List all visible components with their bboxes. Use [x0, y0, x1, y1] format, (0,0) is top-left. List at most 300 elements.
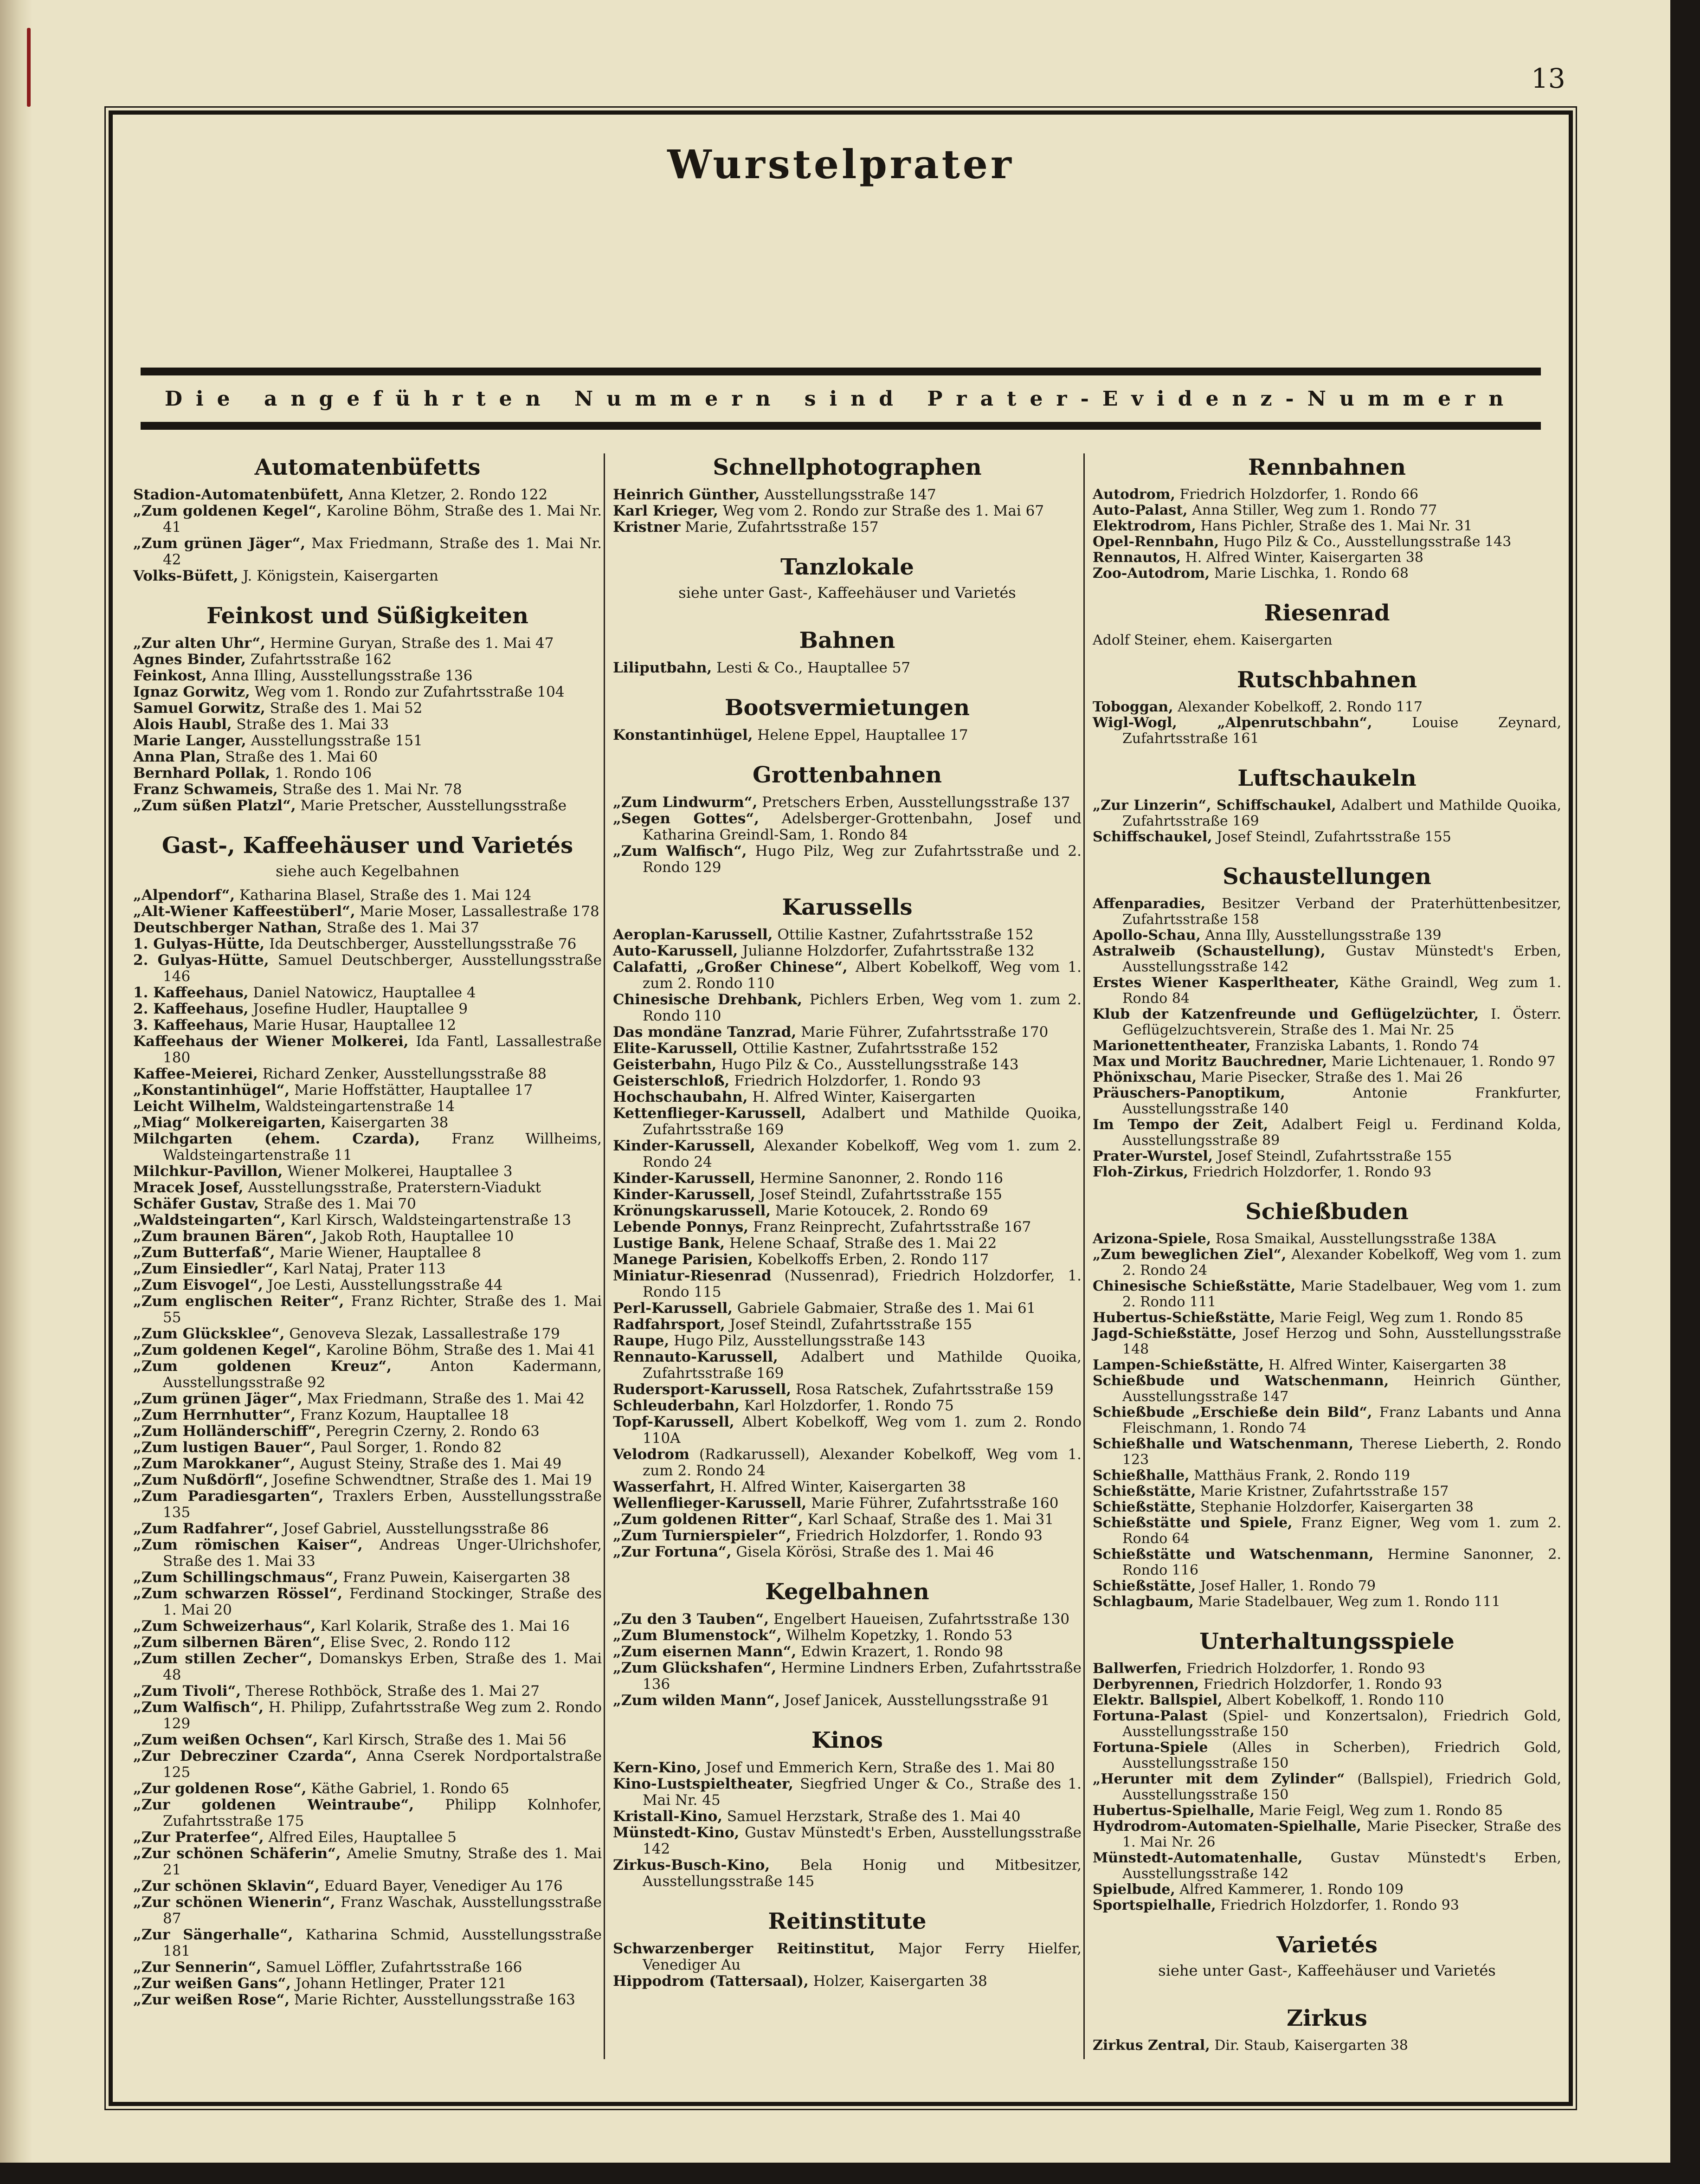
entry-name: „Zum Turnierspieler“, [613, 1527, 792, 1544]
section-heading: Varietés [1276, 1932, 1378, 1958]
directory-entry [133, 1683, 602, 1699]
entry-details: Adalbert Feigl u. Ferdinand Kolda, Ausstellungsstraße 89 [1122, 1117, 1561, 1149]
directory-entry [613, 1528, 1082, 1544]
directory-entry [133, 1017, 602, 1034]
entry-details: H. Alfred Winter, Kaisergarten 38 [1264, 1357, 1507, 1373]
directory-entry [133, 568, 602, 584]
entry-details: Zufahrtsstraße 162 [246, 651, 392, 668]
entry-name: „Zur Sennerin“, [133, 1959, 262, 1976]
entry-name: „Zur schönen Sklavin“, [133, 1878, 320, 1894]
entry-details: Karl Schaaf, Straße des 1. Mai 31 [803, 1511, 1054, 1528]
entry-name: Deutschberger Nathan, [133, 919, 322, 936]
entry-details: Hugo Pilz & Co., Ausstellungsstraße 143 [1219, 534, 1512, 550]
entry-details: Ottilie Kastner, Zufahrtsstraße 152 [737, 1040, 998, 1057]
section-heading: Luftschaukeln [1237, 765, 1417, 791]
directory-entry [133, 668, 602, 684]
entry-details: H. Alfred Winter, Kaisergarten 38 [715, 1479, 966, 1495]
entry-details: Amelie Smutny, Straße des 1. Mai 21 [163, 1845, 602, 1878]
entry-details: (Alles in Scherben), Friedrich Gold, Ausstellungsstraße 150 [1122, 1739, 1561, 1771]
entry-details: Adalbert und Mathilde Quoika, Zufahrtsstraße 169 [1122, 797, 1562, 829]
directory-entry [133, 887, 602, 904]
entry-name: Arizona-Spiele, [1093, 1231, 1211, 1247]
entry-details: Ida Fantl, Lassallestraße 180 [163, 1033, 602, 1066]
directory-entry [133, 1180, 602, 1196]
directory-entry [613, 1628, 1082, 1644]
entry-details: Siegfried Unger & Co., Straße des 1. Mai Nr. 45 [643, 1776, 1082, 1809]
column-left [133, 454, 602, 2008]
entry-name: Wellenflieger-Karussell, [613, 1495, 807, 1512]
entry-name: Münstedt-Automatenhalle, [1093, 1850, 1303, 1866]
entry-name: „Zum wilden Mann“, [613, 1692, 780, 1709]
entry-details: Karl Holzdorfer, 1. Rondo 75 [740, 1397, 954, 1414]
directory-entry [133, 1586, 602, 1618]
section-gap [613, 676, 1082, 695]
directory-entry [613, 795, 1082, 811]
directory-entry [133, 749, 602, 765]
entry-details: Alfred Kammerer, 1. Rondo 109 [1175, 1881, 1404, 1898]
entry-name: 2. Gulyas-Hütte, [133, 952, 269, 969]
directory-entry [1093, 1310, 1561, 1326]
entry-name: Kern-Kino, [613, 1759, 702, 1776]
entry-details: Karl Kirsch, Waldsteingartenstraße 13 [286, 1212, 572, 1228]
section-note: siehe auch Kegelbahnen [276, 862, 459, 880]
entry-details: Genoveva Slezak, Lassallestraße 179 [284, 1325, 560, 1342]
entry-details: Käthe Graindl, Weg zum 1. Rondo 84 [1122, 975, 1561, 1007]
entry-name: Lampen-Schießstätte, [1093, 1357, 1264, 1373]
entry-name: Samuel Gorwitz, [133, 700, 265, 717]
entry-details: Domanskys Erben, Straße des 1. Mai 48 [163, 1650, 602, 1683]
directory-entry [133, 503, 602, 536]
entry-details: Marie Stadelbauer, Weg vom 1. zum 2. Rondo 111 [1122, 1278, 1561, 1310]
entry-name: „Zum Marokkaner“, [133, 1455, 296, 1472]
directory-entry [613, 519, 1082, 536]
directory-entry [1093, 1515, 1561, 1547]
directory-entry [1093, 633, 1561, 648]
entry-details: Franz Eigner, Weg vom 1. zum 2. Rondo 64 [1122, 1515, 1561, 1547]
directory-entry [1093, 896, 1561, 928]
entry-details: Franz Kozum, Hauptallee 18 [296, 1407, 509, 1423]
entry-details: Josef Herzog und Sohn, Ausstellungsstraße 148 [1122, 1325, 1561, 1357]
entry-details: Andreas Unger-Ulrichshofer, Straße des 1. Mai 33 [163, 1537, 602, 1570]
entry-details: Straße des 1. Mai Nr. 78 [277, 781, 462, 798]
directory-entry [613, 1349, 1082, 1382]
directory-entry [1093, 1594, 1561, 1610]
entry-name: „Zum beweglichen Ziel“, [1093, 1247, 1287, 1263]
entry-name: Hubertus-Schießstätte, [1093, 1310, 1275, 1326]
entry-name: Schießstätte, [1093, 1499, 1196, 1515]
entry-details: Max Friedmann, Straße des 1. Mai 42 [302, 1390, 585, 1407]
directory-entry [133, 1927, 602, 1959]
entry-name: „Herunter mit dem Zylinder“ [1093, 1771, 1345, 1787]
entry-name: Schlagbaum, [1093, 1594, 1194, 1610]
entry-details: Friedrich Holzdorfer, 1. Rondo 93 [791, 1527, 1043, 1544]
entry-details: Gisela Körösi, Straße des 1. Mai 46 [731, 1544, 994, 1560]
section-gap [613, 743, 1082, 762]
entry-name: „Zur Sängerhalle“, [133, 1926, 293, 1943]
entry-details: Marie Husar, Hauptallee 12 [248, 1017, 457, 1034]
entry-name: „Zum englischen Reiter“, [133, 1293, 344, 1310]
directory-entry [133, 733, 602, 749]
entry-name: Elektr. Ballspiel, [1093, 1692, 1223, 1708]
section-gap [613, 1560, 1082, 1579]
directory-entry [613, 1398, 1082, 1414]
entry-details: Bela Honig und Mitbesitzer, Ausstellungsstraße 145 [643, 1857, 1082, 1890]
directory-entry [133, 1196, 602, 1212]
directory-entry [613, 843, 1082, 876]
entry-name: Chinesische Schießstätte, [1093, 1278, 1296, 1294]
entry-details: Gustav Münstedt's Erben, Ausstellungsstraße 142 [643, 1824, 1082, 1857]
directory-entry [1093, 1740, 1561, 1771]
directory-entry [613, 1447, 1082, 1479]
entry-details: Hermine Sanonner, 2. Rondo 116 [755, 1170, 1003, 1187]
directory-entry [133, 904, 602, 920]
entry-details: Kaisergarten 38 [326, 1114, 449, 1131]
entry-name: Rennautos, [1093, 549, 1181, 566]
entry-details: Straße des 1. Mai 60 [220, 749, 378, 765]
directory-entry [133, 1570, 602, 1586]
directory-entry [133, 1228, 602, 1245]
directory-entry [133, 1001, 602, 1017]
directory-entry [1093, 1247, 1561, 1279]
entry-details: Straße des 1. Mai 52 [265, 700, 423, 717]
directory-entry [613, 1252, 1082, 1268]
directory-entry [1093, 1405, 1561, 1436]
entry-details: Albert Kobelkoff, 1. Rondo 110 [1222, 1692, 1444, 1708]
entry-details: Edwin Krazert, 1. Rondo 98 [796, 1643, 1004, 1660]
directory-entry [1093, 1468, 1561, 1484]
entry-details: Engelbert Haueisen, Zufahrtsstraße 130 [769, 1611, 1070, 1628]
section-heading: Schnellphotographen [713, 454, 982, 480]
directory-entry [613, 1973, 1082, 1990]
directory-entry [133, 1082, 602, 1098]
entry-details: Katharina Blasel, Straße des 1. Mai 124 [235, 887, 532, 904]
entry-name: Kettenflieger-Karussell, [613, 1105, 806, 1122]
entry-name: Münstedt-Kino, [613, 1824, 740, 1841]
directory-entry [1093, 1086, 1561, 1117]
entry-name: Kristner [613, 519, 681, 536]
entry-name: „Segen Gottes“, [613, 810, 760, 827]
directory-entry [133, 1992, 602, 2008]
entry-details: Karl Kirsch, Straße des 1. Mai 56 [318, 1732, 567, 1748]
entry-name: Alois Haubl, [133, 716, 232, 733]
entry-details: Alexander Kobelkoff, Weg vom 1. zum 2. Rondo 24 [1122, 1247, 1561, 1279]
entry-details: Straße des 1. Mai 37 [322, 919, 479, 936]
entry-name: „Zur Fortuna“, [613, 1544, 732, 1560]
entry-details: Therese Rothböck, Straße des 1. Mai 27 [241, 1683, 540, 1699]
entry-name: Spielbude, [1093, 1881, 1175, 1898]
entry-name: Lustige Bank, [613, 1235, 725, 1252]
entry-details: Jakob Roth, Hauptallee 10 [317, 1228, 514, 1245]
entry-name: „Zum Schweizerhaus“, [133, 1618, 316, 1635]
entry-details: Friedrich Holzdorfer, 1. Rondo 93 [1216, 1897, 1459, 1913]
directory-entry [613, 1105, 1082, 1138]
book-gutter [0, 0, 32, 2163]
entry-name: „Zur Praterfee“, [133, 1829, 264, 1846]
entry-details: Josef Steindl, Zufahrtsstraße 155 [725, 1316, 972, 1333]
entry-details: J. Königstein, Kaisergarten [238, 568, 438, 584]
section-note: siehe unter Gast-, Kaffeehäuser und Varietés [1158, 1962, 1496, 1979]
entry-details: 1. Rondo 106 [270, 765, 372, 782]
entry-details: Marie Pisecker, Straße des 1. Mai 26 [1197, 1069, 1463, 1086]
entry-name: Phönixschau, [1093, 1069, 1197, 1086]
entry-details: Hans Pichler, Straße des 1. Mai Nr. 31 [1196, 518, 1473, 534]
entry-details: Josef Gabriel, Ausstellungsstraße 86 [278, 1520, 549, 1537]
entry-details: Adalbert und Mathilde Quoika, Zufahrtsstraße 169 [643, 1349, 1082, 1382]
directory-entry [133, 717, 602, 733]
directory-entry [613, 1073, 1082, 1089]
entry-details: Gustav Münstedt's Erben, Ausstellungsstraße 142 [1122, 1850, 1561, 1882]
entry-details: Marie Pretscher, Ausstellungsstraße [296, 797, 567, 814]
entry-details: Richard Zenker, Ausstellungsstraße 88 [258, 1066, 547, 1082]
entry-details: Marie Führer, Zufahrtsstraße 170 [796, 1024, 1049, 1040]
directory-entry [613, 959, 1082, 992]
entry-name: „Zum Radfahrer“, [133, 1520, 278, 1537]
section-gap [1093, 1610, 1561, 1628]
entry-name: Auto-Karussell, [613, 943, 738, 959]
entry-name: Agnes Binder, [133, 651, 246, 668]
section-gap [1093, 1913, 1561, 1932]
directory-entry [133, 1635, 602, 1651]
entry-name: Miniatur-Riesenrad [613, 1267, 772, 1284]
entry-name: Prater-Wurstel, [1093, 1148, 1213, 1164]
entry-details: Gabriele Gabmaier, Straße des 1. Mai 61 [733, 1300, 1036, 1317]
entry-details: Karl Nataj, Prater 113 [278, 1260, 446, 1277]
directory-entry [1093, 1070, 1561, 1086]
directory-entry [613, 1941, 1082, 1973]
entry-name: Schießbude „Erschieße dein Bild“, [1093, 1404, 1372, 1421]
directory-entry [133, 1163, 602, 1180]
directory-entry [613, 1235, 1082, 1252]
entry-name: Aeroplan-Karussell, [613, 926, 773, 943]
entry-name: Sportspielhalle, [1093, 1897, 1216, 1913]
entry-details: Friedrich Holzdorfer, 1. Rondo 93 [1188, 1164, 1432, 1180]
entry-name: Hippodrom (Tattersaal), [613, 1973, 809, 1990]
entry-name: Schießstätte und Watschenmann, [1093, 1546, 1374, 1563]
directory-entry [133, 765, 602, 782]
section-heading: Schießbuden [1245, 1199, 1409, 1225]
entry-name: Stadion-Automatenbüfett, [133, 486, 344, 503]
entry-name: „Alt-Wiener Kaffeestüberl“, [133, 903, 355, 920]
entry-name: Autodrom, [1093, 486, 1175, 503]
entry-details: Franz Labants und Anna Fleischmann, 1. Rondo 74 [1122, 1404, 1561, 1436]
entry-name: 1. Kaffeehaus, [133, 984, 249, 1001]
directory-entry [133, 1098, 602, 1115]
entry-details: Paul Sorger, 1. Rondo 82 [316, 1439, 502, 1456]
entry-details: Josef und Emmerich Kern, Straße des 1. Mai 80 [701, 1759, 1055, 1776]
entry-details: Wiener Molkerei, Hauptallee 3 [283, 1163, 513, 1180]
entry-details: Philipp Kolnhofer, Zufahrtsstraße 175 [163, 1796, 602, 1829]
entry-details: Karoline Böhm, Straße des 1. Mai 41 [321, 1342, 596, 1358]
entry-name: Erstes Wiener Kasperltheater, [1093, 975, 1339, 991]
entry-details: Alfred Eiles, Hauptallee 5 [264, 1829, 457, 1846]
directory-entry [133, 1326, 602, 1342]
directory-entry [1093, 1357, 1561, 1373]
entry-details: Pretschers Erben, Ausstellungsstraße 137 [757, 794, 1070, 811]
entry-name: Kaffee-Meierei, [133, 1066, 258, 1082]
entry-name: Volks-Büfett, [133, 568, 238, 584]
section-gap [613, 1890, 1082, 1908]
section-heading: Automatenbüfetts [254, 454, 481, 480]
entry-name: „Zum goldenen Ritter“, [613, 1511, 803, 1528]
entry-details: Besitzer Verband der Praterhüttenbesitzer, Zufahrtsstraße 158 [1122, 896, 1561, 928]
directory-entry [613, 1776, 1082, 1809]
entry-name: Manege Parisien, [613, 1251, 753, 1268]
directory-entry [613, 1089, 1082, 1105]
entry-name: „Zur weißen Gans“, [133, 1975, 291, 1992]
entry-details: Heinrich Günther, Ausstellungsstraße 147 [1122, 1373, 1561, 1405]
column-right [1093, 454, 1561, 2054]
entry-details: Friedrich Holzdorfer, 1. Rondo 93 [1199, 1676, 1442, 1693]
entry-details: Anna Illy, Ausstellungsstraße 139 [1200, 927, 1442, 943]
entry-name: „Zum Blumenstock“, [613, 1627, 782, 1644]
entry-details: Samuel Löffler, Zufahrtsstraße 166 [261, 1959, 522, 1976]
directory-entry [133, 684, 602, 700]
entry-name: Das mondäne Tanzrad, [613, 1024, 797, 1040]
entry-details: Wilhelm Kopetzky, 1. Rondo 53 [781, 1627, 1013, 1644]
entry-details: (Ballspiel), Friedrich Gold, Ausstellungsstraße 150 [1122, 1771, 1561, 1803]
directory-entry [1093, 1547, 1561, 1578]
entry-details: Josefine Schwendtner, Straße des 1. Mai 19 [268, 1472, 592, 1488]
entry-details: Antonie Frankfurter, Ausstellungsstraße 140 [1122, 1085, 1561, 1117]
directory-entry [1093, 1661, 1561, 1677]
directory-entry [613, 1512, 1082, 1528]
directory-entry [613, 1333, 1082, 1349]
directory-entry [613, 1024, 1082, 1040]
directory-entry [1093, 1693, 1561, 1708]
entry-name: Schießhalle, [1093, 1467, 1190, 1484]
directory-entry [1093, 1803, 1561, 1819]
page-number: 13 [1531, 63, 1565, 94]
entry-name: Liliputbahn, [613, 659, 712, 676]
entry-name: Bernhard Pollak, [133, 765, 270, 782]
directory-entry [133, 1537, 602, 1570]
section-gap [613, 1709, 1082, 1727]
entry-details: Matthäus Frank, 2. Rondo 119 [1189, 1467, 1410, 1484]
entry-details: Hermine Guryan, Straße des 1. Mai 47 [265, 635, 554, 652]
directory-entry [1093, 1578, 1561, 1594]
entry-name: Hydrodrom-Automaten-Spielhalle, [1093, 1818, 1361, 1835]
entry-name: „Zum Glückshafen“, [613, 1660, 777, 1676]
entry-name: „Zur goldenen Weintraube“, [133, 1796, 414, 1813]
directory-entry [1093, 715, 1561, 747]
entry-details: Marie Pisecker, Straße des 1. Mai Nr. 26 [1122, 1818, 1561, 1850]
section-heading: Riesenrad [1264, 600, 1390, 626]
entry-name: Auto-Palast, [1093, 502, 1188, 518]
entry-details: H. Philipp, Zufahrtsstraße Weg zum 2. Rondo 129 [163, 1699, 602, 1732]
section-gap [1093, 845, 1561, 864]
directory-entry [133, 1781, 602, 1797]
directory-entry [133, 920, 602, 936]
section-heading: Tanzlokale [780, 554, 914, 580]
entry-details: Adolf Steiner, ehem. Kaisergarten [1093, 632, 1333, 648]
entry-details: Adelsberger-Grottenbahn, Josef und Katharina Greindl-Sam, 1. Rondo 84 [643, 810, 1082, 843]
evidence-number-note [141, 368, 1541, 430]
directory-entry [133, 782, 602, 798]
entry-details: Therese Lieberth, 2. Rondo 123 [1122, 1436, 1561, 1468]
directory-entry [1093, 1819, 1561, 1850]
section-gap [1093, 582, 1561, 600]
entry-details: Ottilie Kastner, Zufahrtsstraße 152 [773, 926, 1034, 943]
entry-name: „Zum Paradiesgarten“, [133, 1488, 324, 1505]
directory-entry [613, 1809, 1082, 1825]
entry-details: Marie Moser, Lassallestraße 178 [355, 903, 599, 920]
entry-details: Pichlers Erben, Weg vom 1. zum 2. Rondo 110 [643, 991, 1082, 1024]
directory-entry [133, 700, 602, 717]
entry-name: Zirkus Zentral, [1093, 2037, 1210, 2054]
directory-entry [133, 1976, 602, 1992]
section-gap [1093, 648, 1561, 667]
entry-details: Anton Kadermann, Ausstellungsstraße 92 [163, 1358, 602, 1391]
section-heading: Grottenbahnen [753, 762, 942, 788]
entry-details: Franz Reinprecht, Zufahrtsstraße 167 [748, 1219, 1031, 1235]
section-gap [613, 609, 1082, 627]
entry-details: August Steiny, Straße des 1. Mai 49 [295, 1455, 562, 1472]
entry-details: Samuel Herzstark, Straße des 1. Mai 40 [722, 1808, 1021, 1825]
entry-name: „Zum weißen Ochsen“, [133, 1732, 318, 1748]
directory-entry [613, 1660, 1082, 1693]
directory-entry [1093, 550, 1561, 566]
directory-entry [133, 635, 602, 652]
entry-details: Rosa Ratschek, Zufahrtsstraße 159 [791, 1381, 1054, 1398]
section-gap [1093, 1987, 1561, 2005]
directory-entry [613, 1544, 1082, 1560]
directory-entry [133, 936, 602, 952]
directory-entry [613, 1495, 1082, 1512]
section-gap [1093, 1180, 1561, 1199]
entry-name: 3. Kaffeehaus, [133, 1017, 249, 1034]
directory-entry [1093, 1499, 1561, 1515]
content-frame [109, 110, 1573, 2106]
entry-name: „Zum Schillingschmaus“, [133, 1569, 339, 1586]
directory-entry [613, 1644, 1082, 1660]
directory-entry [613, 811, 1082, 843]
directory-entry [133, 652, 602, 668]
entry-name: Schwarzenberger Reitinstitut, [613, 1940, 875, 1957]
entry-details: Gustav Münstedt's Erben, Ausstellungsstraße 142 [1122, 943, 1562, 975]
entry-details: Straße des 1. Mai 70 [259, 1195, 416, 1212]
entry-details: Stephanie Holzdorfer, Kaisergarten 38 [1196, 1499, 1474, 1515]
entry-details: Hugo Pilz, Ausstellungsstraße 143 [669, 1332, 926, 1349]
entry-details: Major Ferry Hielfer, Venediger Au [643, 1940, 1082, 1973]
entry-name: „Zur weißen Rose“, [133, 1991, 290, 2008]
entry-details: Franziska Labants, 1. Rondo 74 [1250, 1038, 1479, 1054]
entry-name: Jagd-Schießstätte, [1093, 1325, 1237, 1342]
directory-entry [133, 487, 602, 503]
entry-name: Geisterschloß, [613, 1073, 730, 1089]
entry-details: Helene Schaaf, Straße des 1. Mai 22 [725, 1235, 997, 1252]
section-gap [133, 584, 602, 603]
entry-name: „Zum grünen Jäger“, [133, 1390, 303, 1407]
entry-details: Weg vom 2. Rondo zur Straße des 1. Mai 67 [718, 503, 1044, 519]
directory-entry [133, 1748, 602, 1781]
section-heading: Kinos [811, 1727, 883, 1753]
entry-name: Toboggan, [1093, 699, 1173, 715]
entry-details: Weg vom 1. Rondo zur Zufahrtsstraße 104 [250, 684, 565, 700]
directory-entry [1093, 1279, 1561, 1310]
entry-details: Anna Kletzer, 2. Rondo 122 [344, 486, 548, 503]
entry-name: „Zur goldenen Rose“, [133, 1780, 307, 1797]
directory-entry [1093, 928, 1561, 943]
entry-details: Franz Puwein, Kaisergarten 38 [338, 1569, 571, 1586]
entry-name: „Zum silbernen Bären“, [133, 1634, 326, 1651]
entry-name: „Zur schönen Schäferin“, [133, 1845, 341, 1862]
entry-name: „Zum goldenen Kreuz“, [133, 1358, 392, 1375]
directory-entry [133, 985, 602, 1001]
directory-entry [133, 1699, 602, 1732]
entry-details: Eduard Bayer, Venediger Au 176 [319, 1878, 563, 1894]
entry-details: Franz Willheims, Waldsteingartenstraße 11 [163, 1131, 602, 1163]
directory-entry [1093, 1054, 1561, 1070]
